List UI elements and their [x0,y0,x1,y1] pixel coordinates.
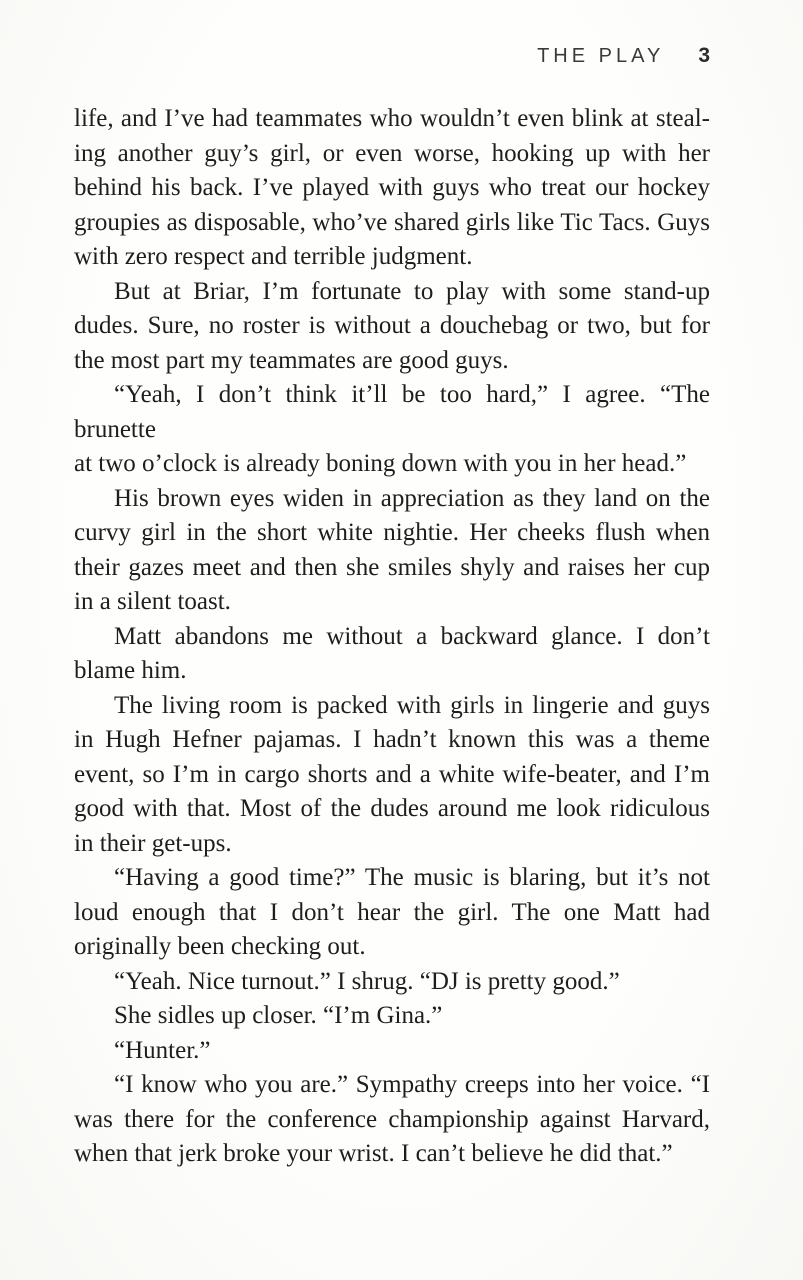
text-line: “Hunter.” [114,1036,211,1064]
paragraph [74,620,710,689]
paragraph [74,999,710,1034]
text-line: curvy girl in the short white nightie. Her cheeks flush when [74,519,710,546]
text-line: at two o’clock is already boning down with you in her head.” [74,450,687,477]
paragraph [74,378,710,482]
running-title: THE PLAY [537,45,665,67]
page-header [74,44,710,68]
text-line: their gazes meet and then she smiles shyly and raises her cup [74,553,710,581]
text-line: The living room is packed with girls in lingerie and guys [114,691,710,719]
text-line: groupies as disposable, who’ve shared girls like Tic Tacs. Guys [74,208,710,236]
paragraph [74,275,710,379]
paragraph [74,689,710,862]
text-line: She sidles up closer. “I’m Gina.” [114,1002,443,1029]
paragraph [74,1068,710,1172]
text-line: when that jerk broke your wrist. I can’t believe he did that.” [74,1140,673,1167]
text-line: in their get-ups. [74,829,232,857]
text-line: “Having a good time?” The music is blaring, but it’s not [114,864,710,891]
paragraph [74,1034,710,1069]
text-line: blame him. [74,657,187,684]
text-line: dudes. Sure, no roster is without a douchebag or two, but for [74,312,710,339]
text-line: in a silent toast. [74,588,231,615]
text-line: good with that. Most of the dudes around me look ridiculous [74,795,710,822]
paragraph [74,102,710,275]
text-line: in Hugh Hefner pajamas. I hadn’t known this was a theme [74,726,710,753]
text-line: the most part my teammates are good guys. [74,346,509,374]
paragraph [74,965,710,1000]
text-line: But at Briar, I’m fortunate to play with some stand-up [114,277,710,305]
page-number: 3 [698,44,710,67]
text-line: life, and I’ve had teammates who wouldn’t even blink at steal- [74,105,710,132]
text-line: with zero respect and terrible judgment. [74,243,473,270]
text-line: was there for the conference championship against Harvard, [74,1105,710,1133]
text-line: originally been checking out. [74,933,366,960]
text-line: loud enough that I don’t hear the girl. The one Matt had [74,898,710,926]
body-text [74,102,710,1172]
text-line: His brown eyes widen in appreciation as they land on the [114,484,710,512]
text-line: “Yeah. Nice turnout.” I shrug. “DJ is pretty good.” [114,967,620,995]
text-line: Matt abandons me without a backward glance. I don’t [114,622,710,650]
paragraph [74,861,710,965]
text-line: behind his back. I’ve played with guys who treat our hockey [74,174,710,201]
paragraph [74,482,710,620]
text-line: event, so I’m in cargo shorts and a white wife-beater, and I’m [74,760,710,788]
text-line: ing another guy’s girl, or even worse, hooking up with her [74,139,710,167]
text-line: “I know who you are.” Sympathy creeps into her voice. “I [114,1071,710,1098]
text-line: “Yeah, I don’t think it’ll be too hard,” I agree. “The brunette [74,381,710,443]
